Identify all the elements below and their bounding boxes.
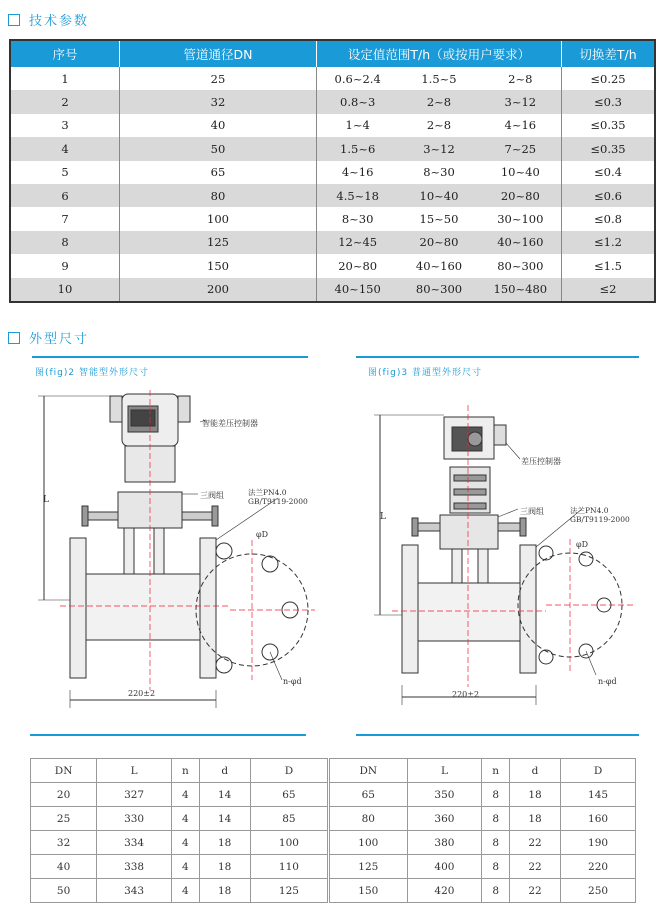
dims-rule-right	[356, 734, 639, 736]
cell-range	[317, 278, 562, 302]
dims-cell: 343	[97, 879, 172, 903]
fig3-flange-std: GB/T9119-2000	[570, 515, 630, 524]
range-high: 20~80	[500, 188, 540, 203]
dims-cell: 65	[250, 783, 328, 807]
dims-cell: 360	[407, 807, 482, 831]
cell-range	[317, 184, 562, 207]
fig3-width-label: 220±2	[452, 690, 480, 699]
dims-cell: 50	[31, 879, 97, 903]
range-mid: 1.5~5	[421, 71, 457, 86]
dims-rule-left	[30, 734, 306, 736]
table-row	[10, 207, 655, 230]
range-high: 4~16	[504, 118, 537, 133]
square-icon	[8, 14, 20, 26]
range-high: 7~25	[504, 141, 537, 156]
cell-no: 4	[10, 137, 120, 160]
dims-cell: 220	[561, 855, 636, 879]
dims-header-cell: d	[509, 759, 560, 783]
dims-cell: 85	[250, 807, 328, 831]
range-low: 1.5~6	[340, 141, 376, 156]
dims-cell: 350	[407, 783, 482, 807]
tech-params-table	[9, 39, 656, 303]
fig2-flange-label	[248, 488, 308, 506]
dims-cell: 4	[172, 879, 200, 903]
fig3-drawing	[370, 405, 640, 715]
cell-diff: ≤0.8	[594, 212, 622, 227]
dims-header-cell: n	[482, 759, 510, 783]
cell-diff: ≤1.2	[562, 231, 656, 254]
dims-cell: 20	[31, 783, 97, 807]
cell-no: 10	[10, 278, 120, 302]
dims-header-cell: DN	[329, 759, 407, 783]
dims-cell: 250	[561, 879, 636, 903]
dims-header-cell: D	[561, 759, 636, 783]
fig2-rule	[32, 356, 308, 358]
dims-cell: 18	[199, 831, 250, 855]
table-row	[31, 783, 636, 807]
header-range: 设定值范围T/h（或按用户要求）	[317, 40, 562, 67]
range-high: 80~300	[497, 258, 544, 273]
cell-dn: 65	[120, 161, 317, 184]
range-mid: 8~30	[423, 165, 455, 180]
cell-dn: 50	[120, 137, 317, 160]
dims-header-row	[31, 759, 636, 783]
range-low: 12~45	[338, 235, 378, 250]
cell-dn: 125	[120, 231, 317, 254]
fig2-valve-label: 三阀组	[200, 491, 224, 500]
dims-cell: 380	[407, 831, 482, 855]
dims-cell: 65	[329, 783, 407, 807]
dims-cell: 100	[329, 831, 407, 855]
cell-diff: ≤0.35	[562, 137, 656, 160]
dims-header-cell: L	[407, 759, 482, 783]
section-heading-dimensions	[8, 328, 89, 347]
fig3-holes-label: n-φd	[598, 677, 617, 686]
range-low: 4.5~18	[336, 188, 379, 203]
dims-header-cell: DN	[31, 759, 97, 783]
section-title: 外型尺寸	[29, 332, 90, 347]
table-row	[10, 90, 655, 113]
dims-cell: 150	[329, 879, 407, 903]
fig3-rule	[356, 356, 639, 358]
cell-range	[317, 137, 562, 160]
range-mid: 2~8	[426, 118, 452, 133]
cell-diff: ≤0.35	[590, 118, 626, 133]
table-header-row	[10, 40, 655, 67]
fig3-flange-name: 法兰PN4.0	[570, 506, 609, 515]
header-dn: 管道通径DN	[120, 40, 317, 67]
fig2-holes-label: n-φd	[283, 677, 302, 686]
fig2-flange-name: 法兰PN4.0	[248, 488, 287, 497]
cell-diff: ≤0.25	[590, 71, 626, 86]
dims-cell: 8	[482, 831, 510, 855]
dims-cell: 18	[509, 783, 560, 807]
dims-cell: 25	[31, 807, 97, 831]
cell-range	[317, 114, 562, 137]
fig2-drawing	[30, 390, 320, 715]
header-diff: 切换差T/h	[562, 40, 656, 67]
cell-dn: 25	[120, 67, 317, 90]
cell-dn: 80	[120, 184, 317, 207]
range-mid: 3~12	[423, 141, 455, 156]
range-mid: 10~40	[419, 188, 459, 203]
range-high: 3~12	[504, 95, 537, 110]
dims-cell: 4	[172, 783, 200, 807]
dims-cell: 22	[509, 879, 560, 903]
dims-cell: 40	[31, 855, 97, 879]
fig2-flange-std: GB/T9119-2000	[248, 497, 308, 506]
fig3-controller-label: 差压控制器	[521, 457, 561, 466]
square-icon	[8, 332, 20, 344]
dims-cell: 8	[482, 783, 510, 807]
cell-no: 1	[61, 71, 69, 86]
table-row	[10, 161, 655, 184]
table-row	[31, 879, 636, 903]
table-row	[10, 278, 655, 302]
dims-cell: 4	[172, 855, 200, 879]
header-no: 序号	[10, 40, 120, 67]
fig3-flange-label	[570, 506, 630, 524]
cell-no: 3	[61, 118, 69, 133]
range-low: 20~80	[338, 258, 378, 273]
fig3-length-label: L	[380, 512, 386, 522]
cell-range	[317, 161, 562, 184]
cell-no: 7	[61, 212, 69, 227]
range-mid: 80~300	[415, 282, 463, 297]
range-low: 1~4	[345, 118, 370, 133]
dims-cell: 22	[509, 831, 560, 855]
cell-dn: 100	[120, 207, 317, 230]
range-high: 10~40	[500, 165, 540, 180]
dims-cell: 4	[172, 831, 200, 855]
fig3-caption: 图(fig)3 普通型外形尺寸	[368, 368, 482, 378]
range-high: 2~8	[508, 71, 533, 86]
dims-cell: 8	[482, 807, 510, 831]
fig2-controller-label: 智能差压控制器	[202, 419, 258, 428]
cell-diff: ≤0.4	[594, 165, 622, 180]
table-row	[10, 254, 655, 277]
dims-cell: 14	[199, 783, 250, 807]
fig3-valve-label: 三阀组	[520, 507, 544, 516]
dims-cell: 145	[561, 783, 636, 807]
range-low: 0.6~2.4	[334, 71, 381, 86]
cell-dn: 40	[120, 114, 317, 137]
fig3-dia-label: φD	[576, 540, 589, 549]
dims-cell: 4	[172, 807, 200, 831]
cell-dn: 150	[120, 254, 317, 277]
range-low: 0.8~3	[340, 95, 376, 110]
cell-no: 5	[61, 165, 69, 180]
range-mid: 40~160	[415, 258, 463, 273]
table-row	[10, 231, 655, 254]
range-mid: 15~50	[419, 212, 459, 227]
dims-cell: 125	[250, 879, 328, 903]
cell-no: 6	[10, 184, 120, 207]
dims-header-cell: D	[250, 759, 328, 783]
cell-dn: 200	[120, 278, 317, 302]
table-row	[10, 67, 655, 90]
cell-range	[317, 254, 562, 277]
fig2-dia-label: φD	[256, 530, 269, 539]
range-high: 40~160	[497, 235, 544, 250]
dims-cell: 18	[509, 807, 560, 831]
cell-no: 9	[61, 258, 69, 273]
dims-cell: 420	[407, 879, 482, 903]
cell-diff: ≤0.3	[562, 90, 656, 113]
section-title: 技术参数	[29, 14, 90, 29]
dims-cell: 18	[199, 879, 250, 903]
table-row	[31, 831, 636, 855]
dims-header-cell: n	[172, 759, 200, 783]
dims-cell: 338	[97, 855, 172, 879]
fig2-length-label: L	[43, 495, 49, 505]
section-heading-tech-params	[8, 10, 89, 29]
cell-diff: ≤2	[562, 278, 656, 302]
dims-cell: 190	[561, 831, 636, 855]
range-mid: 20~80	[419, 235, 459, 250]
cell-range	[317, 231, 562, 254]
cell-range	[317, 90, 562, 113]
dims-cell: 8	[482, 855, 510, 879]
cell-diff: ≤0.6	[562, 184, 656, 207]
cell-diff: ≤1.5	[594, 258, 622, 273]
table-row	[10, 137, 655, 160]
table-row	[31, 807, 636, 831]
dims-cell: 125	[329, 855, 407, 879]
cell-no: 2	[10, 90, 120, 113]
range-high: 30~100	[497, 212, 544, 227]
dims-cell: 100	[250, 831, 328, 855]
dims-cell: 8	[482, 879, 510, 903]
dims-cell: 110	[250, 855, 328, 879]
table-row	[10, 114, 655, 137]
range-low: 40~150	[334, 282, 381, 297]
cell-range	[317, 67, 562, 90]
range-low: 4~16	[341, 165, 374, 180]
dims-header-cell: d	[199, 759, 250, 783]
table-row	[31, 855, 636, 879]
range-low: 8~30	[341, 212, 374, 227]
dims-cell: 334	[97, 831, 172, 855]
range-high: 150~480	[493, 282, 548, 297]
dims-cell: 22	[509, 855, 560, 879]
dims-cell: 160	[561, 807, 636, 831]
dims-cell: 32	[31, 831, 97, 855]
dims-cell: 80	[329, 807, 407, 831]
dims-cell: 14	[199, 807, 250, 831]
dims-cell: 327	[97, 783, 172, 807]
cell-no: 8	[10, 231, 120, 254]
dimensions-table	[30, 758, 636, 903]
dims-header-cell: L	[97, 759, 172, 783]
fig2-width-label: 220±2	[128, 689, 156, 698]
dims-cell: 400	[407, 855, 482, 879]
range-mid: 2~8	[426, 95, 452, 110]
table-row	[10, 184, 655, 207]
dims-cell: 18	[199, 855, 250, 879]
cell-range	[317, 207, 562, 230]
cell-dn: 32	[120, 90, 317, 113]
fig2-caption: 图(fig)2 智能型外形尺寸	[35, 368, 149, 378]
dims-cell: 330	[97, 807, 172, 831]
